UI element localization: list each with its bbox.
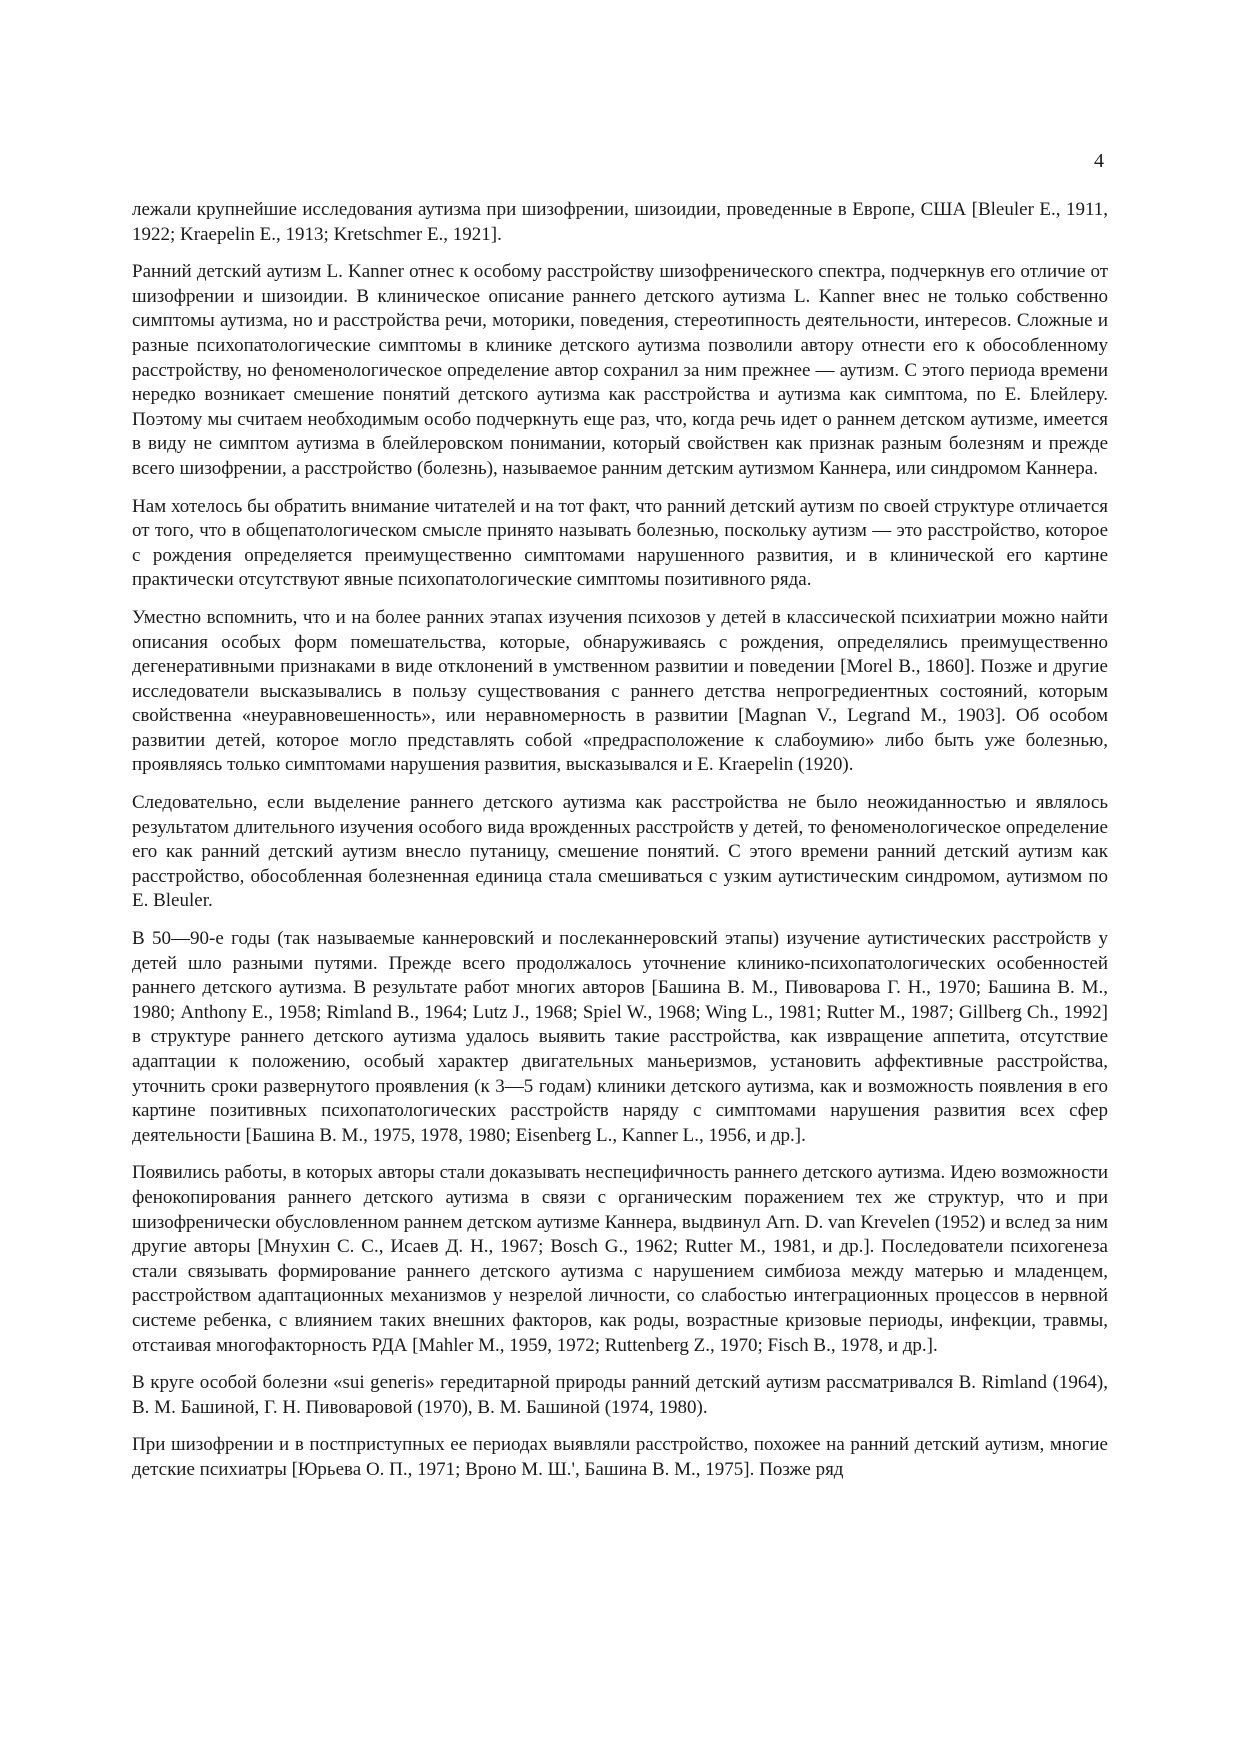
paragraph: лежали крупнейшие исследования аутизма при шизофрении, шизоидии, проведенные в Европе, США [Bleuler E., 1911, 1922; Kraepelin E., 1913; Kretschmer E., 1921]. [132,199,1108,245]
paragraph: При шизофрении и в постприступных ее периодах выявляли расстройство, похожее на ранний детский аутизм, многие детские психиатры [Юрьева О. П., 1971; Вроно М. Ш.', Башина В. М., 1975]. Позже ряд [132,1434,1108,1480]
paragraph: В 50—90-е годы (так называемые каннеровский и послеканнеровский этапы) изучение аутистических расстройств у детей шло разными путями. Прежде всего продолжалось уточнение клинико-психопатологических особенностей раннего детского аутизма. В результате работ многих авторов [Башина В. М., Пивоварова Г. Н., 1970; Башина В. М., 1980; Anthony E., 1958; Rimland B., 1964; Lutz J., 1968; Spiel W., 1968; Wing L., 1981; Rutter M., 1987; Gillberg Ch., 1992] в структуре раннего детского аутизма удалось выявить такие расстройства, как извращение аппетита, отсутствие адаптации к положению, особый характер двигательных маньеризмов, установить аффективные расстройства, уточнить сроки развернутого проявления (к 3—5 годам) клиники детского аутизма, как и возможность появления в его картине позитивных психопатологических расстройств наряду с симптомами нарушения развития всех сфер деятельности [Башина В. М., 1975, 1978, 1980; Eisenberg L., Kanner L., 1956, и др.]. [132,928,1108,1146]
paragraph: Уместно вспомнить, что и на более ранних этапах изучения психозов у детей в классической психиатрии можно найти описания особых форм помешательства, которые, обнаруживаясь с рождения, определялись преимущественно дегенеративными признаками в виде отклонений в умственном развитии и поведении [Morel B., 1860]. Позже и другие исследователи высказывались в пользу существования с раннего детства непрогредиентных состояний, которым свойственна «неуравновешенность», или неравномерность в развитии [Magnan V., Legrand M., 1903]. Об особом развитии детей, которое могло представлять собой «предрасположение к слабоумию» либо быть уже болезнью, проявляясь только симптомами нарушения развития, высказывался и E. Kraepelin (1920). [132,606,1108,776]
paragraph: В круге особой болезни «sui generis» гередитарной природы ранний детский аутизм рассматривался В. Rimland (1964), В. М. Башиной, Г. Н. Пивоваровой (1970), В. М. Башиной (1974, 1980). [132,1372,1108,1418]
paragraph: Ранний детский аутизм L. Kanner отнес к особому расстройству шизофренического спектра, подчеркнув его отличие от шизофрении и шизоидии. В клиническое описание раннего детского аутизма L. Kanner внес не только собственно симптомы аутизма, но и расстройства речи, моторики, поведения, стереотипность деятельности, интересов. Сложные и разные психопатологические симптомы в клинике детского аутизма позволили автору отнести его к обособленному расстройству, но феноменологическое определение автор сохранил за ним прежнее — аутизм. С этого периода времени нередко возникает смешение понятий детского аутизма как расстройства и аутизма как симптома, по Е. Блейлеру. Поэтому мы считаем необходимым особо подчеркнуть еще раз, что, когда речь идет о раннем детском аутизме, имеется в виду не симптом аутизма в блейлеровском понимании, который свойствен как признак разным болезням и прежде всего шизофрении, а расстройство (болезнь), называемое ранним детским аутизмом Каннера, или синдромом Каннера. [132,261,1108,479]
paragraph: Следовательно, если выделение раннего детского аутизма как расстройства не было неожиданностью и являлось результатом длительного изучения особого вида врожденных расстройств у детей, то феноменологическое определение его как ранний детский аутизм внесло путаницу, смешение понятий. С этого времени ранний детский аутизм как расстройство, обособленная болезненная единица стала смешиваться с узким аутистическим синдромом, аутизмом по E. Bleuler. [132,792,1108,912]
paragraph: Нам хотелось бы обратить внимание читателей и на тот факт, что ранний детский аутизм по своей структуре отличается от того, что в общепатологическом смысле принято называть болезнью, поскольку аутизм — это расстройство, которое с рождения определяется преимущественно симптомами нарушенного развития, и в клинической его картине практически отсутствуют явные психопатологические симптомы позитивного ряда. [132,495,1108,591]
page-number: 4 [1094,150,1104,172]
body-text [132,198,1108,1496]
paragraph: Появились работы, в которых авторы стали доказывать неспецифичность раннего детского аутизма. Идею возможности фенокопирования раннего детского аутизма в связи с органическим поражением тех же структур, что и при шизофренически обусловленном раннем детском аутизме Каннера, выдвинул Arn. D. van Krevelen (1952) и вслед за ним другие авторы [Мнухин С. С., Исаев Д. Н., 1967; Bosch G., 1962; Rutter M., 1981, и др.]. Последователи психогенеза стали связывать формирование раннего детского аутизма с нарушением симбиоза между матерью и младенцем, расстройством адаптационных механизмов у незрелой личности, со слабостью интеграционных процессов в нервной системе ребенка, с влиянием таких внешних факторов, как роды, возрастные кризовые периоды, инфекции, травмы, отстаивая многофакторность РДА [Mahler M., 1959, 1972; Ruttenberg Z., 1970; Fisch B., 1978, и др.]. [132,1162,1108,1356]
